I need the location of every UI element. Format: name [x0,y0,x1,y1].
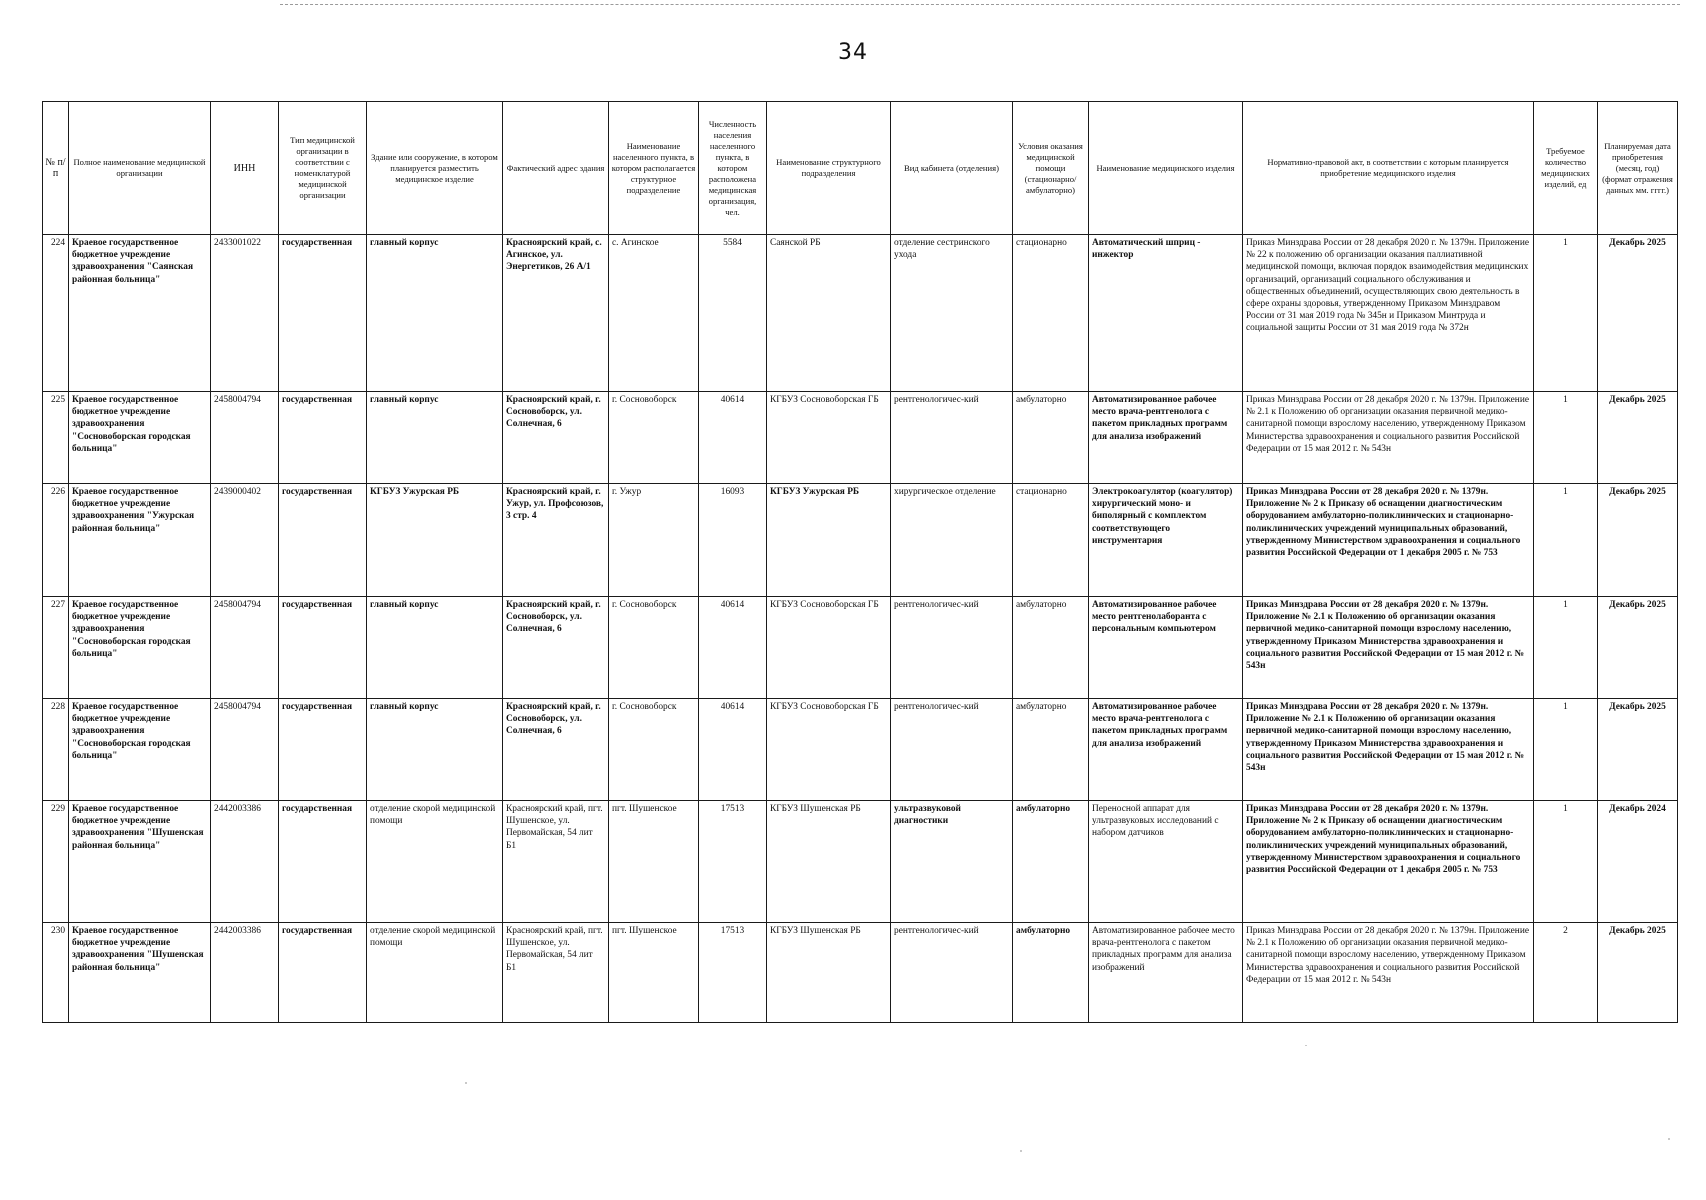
cell-room: хирургическое отделение [891,484,1013,597]
cell-device: Автоматизированное рабочее место рентгенолаборанта с персональным компьютером [1089,597,1243,699]
cell-org-name: Краевое государственное бюджетное учреждение здравоохранения "Шушенская районная больница" [69,923,211,1023]
cell-number: 229 [43,801,69,923]
cell-locality: г. Сосновоборск [609,699,699,801]
table-row [43,392,1678,484]
page-number: 34 [838,40,868,65]
column-header-conditions: Условия оказания медицинской помощи (стационарно/ амбулаторно) [1013,102,1089,235]
cell-legal-act: Приказ Минздрава России от 28 декабря 2020 г. № 1379н. Приложение № 2 к Приказу об оснащении диагностическим оборудованием амбулаторно-поликлинических и стационарно-поликлинических учреждений муниципальных образований, утвержденному Министерством здравоохранения и социального развития Российской Федерации от 1 декабря 2005 г. № 753 [1243,801,1534,923]
column-header-address: Фактический адрес здания [503,102,609,235]
cell-address: Красноярский край, пгт. Шушенское, ул. Первомайская, 54 лит Б1 [503,801,609,923]
cell-date: Декабрь 2025 [1598,392,1678,484]
column-header-unit: Наименование структурного подразделения [767,102,891,235]
cell-device: Переносной аппарат для ультразвуковых исследований с набором датчиков [1089,801,1243,923]
cell-conditions: амбулаторно [1013,699,1089,801]
cell-date: Декабрь 2025 [1598,699,1678,801]
cell-legal-act: Приказ Минздрава России от 28 декабря 2020 г. № 1379н. Приложение № 2.1 к Положению об организации оказания первичной медико-санитарной помощи взрослому населению, утвержденному Приказом Министерства здравоохранения и социального развития Российской Федерации от 15 мая 2012 г. № 543н [1243,597,1534,699]
cell-unit: КГБУЗ Сосновоборская ГБ [767,392,891,484]
cell-legal-act: Приказ Минздрава России от 28 декабря 2020 г. № 1379н. Приложение № 2.1 к Положению об организации оказания первичной медико-санитарной помощи взрослому населению, утвержденному Приказом Министерства здравоохранения и социального развития Российской Федерации от 15 мая 2012 г. № 543н [1243,923,1534,1023]
cell-inn: 2458004794 [211,597,279,699]
cell-date: Декабрь 2025 [1598,923,1678,1023]
table-row [43,235,1678,392]
cell-legal-act: Приказ Минздрава России от 28 декабря 2020 г. № 1379н. Приложение № 2.1 к Положению об организации оказания первичной медико-санитарной помощи взрослому населению, утвержденному Приказом Министерства здравоохранения и социального развития Российской Федерации от 15 мая 2012 г. № 543н [1243,699,1534,801]
cell-inn: 2439000402 [211,484,279,597]
cell-org-name: Краевое государственное бюджетное учреждение здравоохранения "Сосновоборская городская больница" [69,699,211,801]
column-header-number: № п/п [43,102,69,235]
cell-org-type: государственная [279,597,367,699]
cell-locality: пгт. Шушенское [609,801,699,923]
cell-unit: КГБУЗ Шушенская РБ [767,801,891,923]
column-header-date: Планируемая дата приобретения (месяц, год) (формат отражения данных мм. гггг.) [1598,102,1678,235]
cell-building: главный корпус [367,699,503,801]
cell-locality: г. Сосновоборск [609,392,699,484]
cell-building: КГБУЗ Ужурская РБ [367,484,503,597]
column-header-legal-act: Нормативно-правовой акт, в соответствии с которым планируется приобретение медицинского изделия [1243,102,1534,235]
cell-org-name: Краевое государственное бюджетное учреждение здравоохранения "Сосновоборская городская больница" [69,597,211,699]
cell-address: Красноярский край, г. Сосновоборск, ул. Солнечная, 6 [503,392,609,484]
cell-address: Красноярский край, пгт. Шушенское, ул. Первомайская, 54 лит Б1 [503,923,609,1023]
column-header-inn: ИНН [211,102,279,235]
top-scan-rule [280,4,1680,5]
cell-building: главный корпус [367,235,503,392]
cell-building: главный корпус [367,597,503,699]
cell-device: Автоматизированное рабочее место врача-рентгенолога с пакетом прикладных программ для анализа изображений [1089,923,1243,1023]
column-header-building: Здание или сооружение, в котором планируется разместить медицинское изделие [367,102,503,235]
cell-room: рентгенологичес-кий [891,597,1013,699]
table-header-row [43,102,1678,235]
table-row [43,801,1678,923]
cell-device: Автоматизированное рабочее место врача-рентгенолога с пакетом прикладных программ для анализа изображений [1089,699,1243,801]
cell-quantity: 1 [1534,699,1598,801]
cell-number: 228 [43,699,69,801]
cell-population: 40614 [699,392,767,484]
cell-conditions: амбулаторно [1013,801,1089,923]
column-header-population: Численность населения населенного пункта, в котором расположена медицинская организация, чел. [699,102,767,235]
cell-room: отделение сестринского ухода [891,235,1013,392]
cell-room: рентгенологичес-кий [891,699,1013,801]
cell-population: 16093 [699,484,767,597]
cell-device: Автоматизированное рабочее место врача-рентгенолога с пакетом прикладных программ для анализа изображений [1089,392,1243,484]
cell-locality: г. Ужур [609,484,699,597]
cell-inn: 2458004794 [211,699,279,801]
cell-conditions: стационарно [1013,484,1089,597]
cell-date: Декабрь 2025 [1598,597,1678,699]
cell-quantity: 1 [1534,484,1598,597]
cell-org-type: государственная [279,235,367,392]
cell-quantity: 1 [1534,597,1598,699]
cell-address: Красноярский край, г. Сосновоборск, ул. Солнечная, 6 [503,597,609,699]
cell-inn: 2433001022 [211,235,279,392]
cell-room: рентгенологичес-кий [891,923,1013,1023]
cell-conditions: амбулаторно [1013,392,1089,484]
cell-address: Красноярский край, с. Агинское, ул. Энергетиков, 26 А/1 [503,235,609,392]
cell-address: Красноярский край, г. Сосновоборск, ул. Солнечная, 6 [503,699,609,801]
column-header-room: Вид кабинета (отделения) [891,102,1013,235]
cell-org-type: государственная [279,484,367,597]
cell-building: отделение скорой медицинской помощи [367,801,503,923]
cell-date: Декабрь 2025 [1598,484,1678,597]
cell-building: отделение скорой медицинской помощи [367,923,503,1023]
cell-population: 40614 [699,597,767,699]
cell-population: 40614 [699,699,767,801]
cell-org-name: Краевое государственное бюджетное учреждение здравоохранения "Шушенская районная больница" [69,801,211,923]
cell-locality: г. Сосновоборск [609,597,699,699]
column-header-org-name: Полное наименование медицинской организации [69,102,211,235]
cell-legal-act: Приказ Минздрава России от 28 декабря 2020 г. № 1379н. Приложение № 2.1 к Положению об организации оказания первичной медико-санитарной помощи взрослому населению, утвержденному Приказом Министерства здравоохранения и социального развития Российской Федерации от 15 мая 2012 г. № 543н [1243,392,1534,484]
cell-quantity: 1 [1534,235,1598,392]
column-header-quantity: Требуемое количество медицинских изделий, ед [1534,102,1598,235]
cell-address: Красноярский край, г. Ужур, ул. Профсоюзов, 3 стр. 4 [503,484,609,597]
cell-conditions: амбулаторно [1013,923,1089,1023]
cell-number: 230 [43,923,69,1023]
cell-building: главный корпус [367,392,503,484]
cell-org-name: Краевое государственное бюджетное учреждение здравоохранения "Саянская районная больница" [69,235,211,392]
cell-room: рентгенологичес-кий [891,392,1013,484]
cell-device: Автоматический шприц - инжектор [1089,235,1243,392]
cell-legal-act: Приказ Минздрава России от 28 декабря 2020 г. № 1379н. Приложение № 2 к Приказу об оснащении диагностическим оборудованием амбулаторно-поликлинических и стационарно-поликлинических учреждений муниципальных образований, утвержденному Министерством здравоохранения и социального развития Российской Федерации от 1 декабря 2005 г. № 753 [1243,484,1534,597]
cell-org-type: государственная [279,699,367,801]
table-row [43,923,1678,1023]
cell-device: Электрокоагулятор (коагулятор) хирургический моно- и биполярный с комплектом соответствующего инструментария [1089,484,1243,597]
table-row [43,699,1678,801]
cell-unit: КГБУЗ Шушенская РБ [767,923,891,1023]
cell-unit: КГБУЗ Сосновоборская ГБ [767,597,891,699]
column-header-org-type: Тип медицинской организации в соответствии с номенклатурой медицинской организации [279,102,367,235]
cell-unit: КГБУЗ Ужурская РБ [767,484,891,597]
column-header-device: Наименование медицинского изделия [1089,102,1243,235]
table-row [43,484,1678,597]
scan-speck [1668,1138,1670,1140]
cell-number: 225 [43,392,69,484]
cell-org-type: государственная [279,392,367,484]
scan-speck [1305,1045,1307,1046]
equipment-registry-table [42,101,1678,1023]
scan-speck [465,1082,467,1084]
cell-unit: Саянской РБ [767,235,891,392]
cell-inn: 2442003386 [211,801,279,923]
cell-org-name: Краевое государственное бюджетное учреждение здравоохранения "Сосновоборская городская больница" [69,392,211,484]
cell-org-type: государственная [279,923,367,1023]
cell-inn: 2442003386 [211,923,279,1023]
cell-quantity: 1 [1534,801,1598,923]
cell-population: 17513 [699,801,767,923]
cell-conditions: стационарно [1013,235,1089,392]
cell-room: ультразвуковой диагностики [891,801,1013,923]
cell-org-name: Краевое государственное бюджетное учреждение здравоохранения "Ужурская районная больница" [69,484,211,597]
table-row [43,597,1678,699]
cell-number: 227 [43,597,69,699]
cell-legal-act: Приказ Минздрава России от 28 декабря 2020 г. № 1379н. Приложение № 22 к положению об организации оказания паллиативной медицинской помощи, включая порядок взаимодействия медицинских организаций, организаций социального обслуживания и общественных объединений, осуществляющих свою деятельность в сфере охраны здоровья, утвержденному Приказом Минздравом России от 31 мая 2019 года № 345н и Приказом Минтруда и социальной защиты России от 31 мая 2019 года № 372н [1243,235,1534,392]
cell-date: Декабрь 2025 [1598,235,1678,392]
cell-population: 17513 [699,923,767,1023]
cell-locality: с. Агинское [609,235,699,392]
cell-unit: КГБУЗ Сосновоборская ГБ [767,699,891,801]
cell-locality: пгт. Шушенское [609,923,699,1023]
cell-population: 5584 [699,235,767,392]
column-header-locality: Наименование населенного пункта, в котором располагается структурное подразделение [609,102,699,235]
cell-inn: 2458004794 [211,392,279,484]
cell-number: 224 [43,235,69,392]
cell-quantity: 1 [1534,392,1598,484]
cell-conditions: амбулаторно [1013,597,1089,699]
cell-number: 226 [43,484,69,597]
cell-org-type: государственная [279,801,367,923]
cell-date: Декабрь 2024 [1598,801,1678,923]
cell-quantity: 2 [1534,923,1598,1023]
scan-speck [1020,1150,1022,1152]
